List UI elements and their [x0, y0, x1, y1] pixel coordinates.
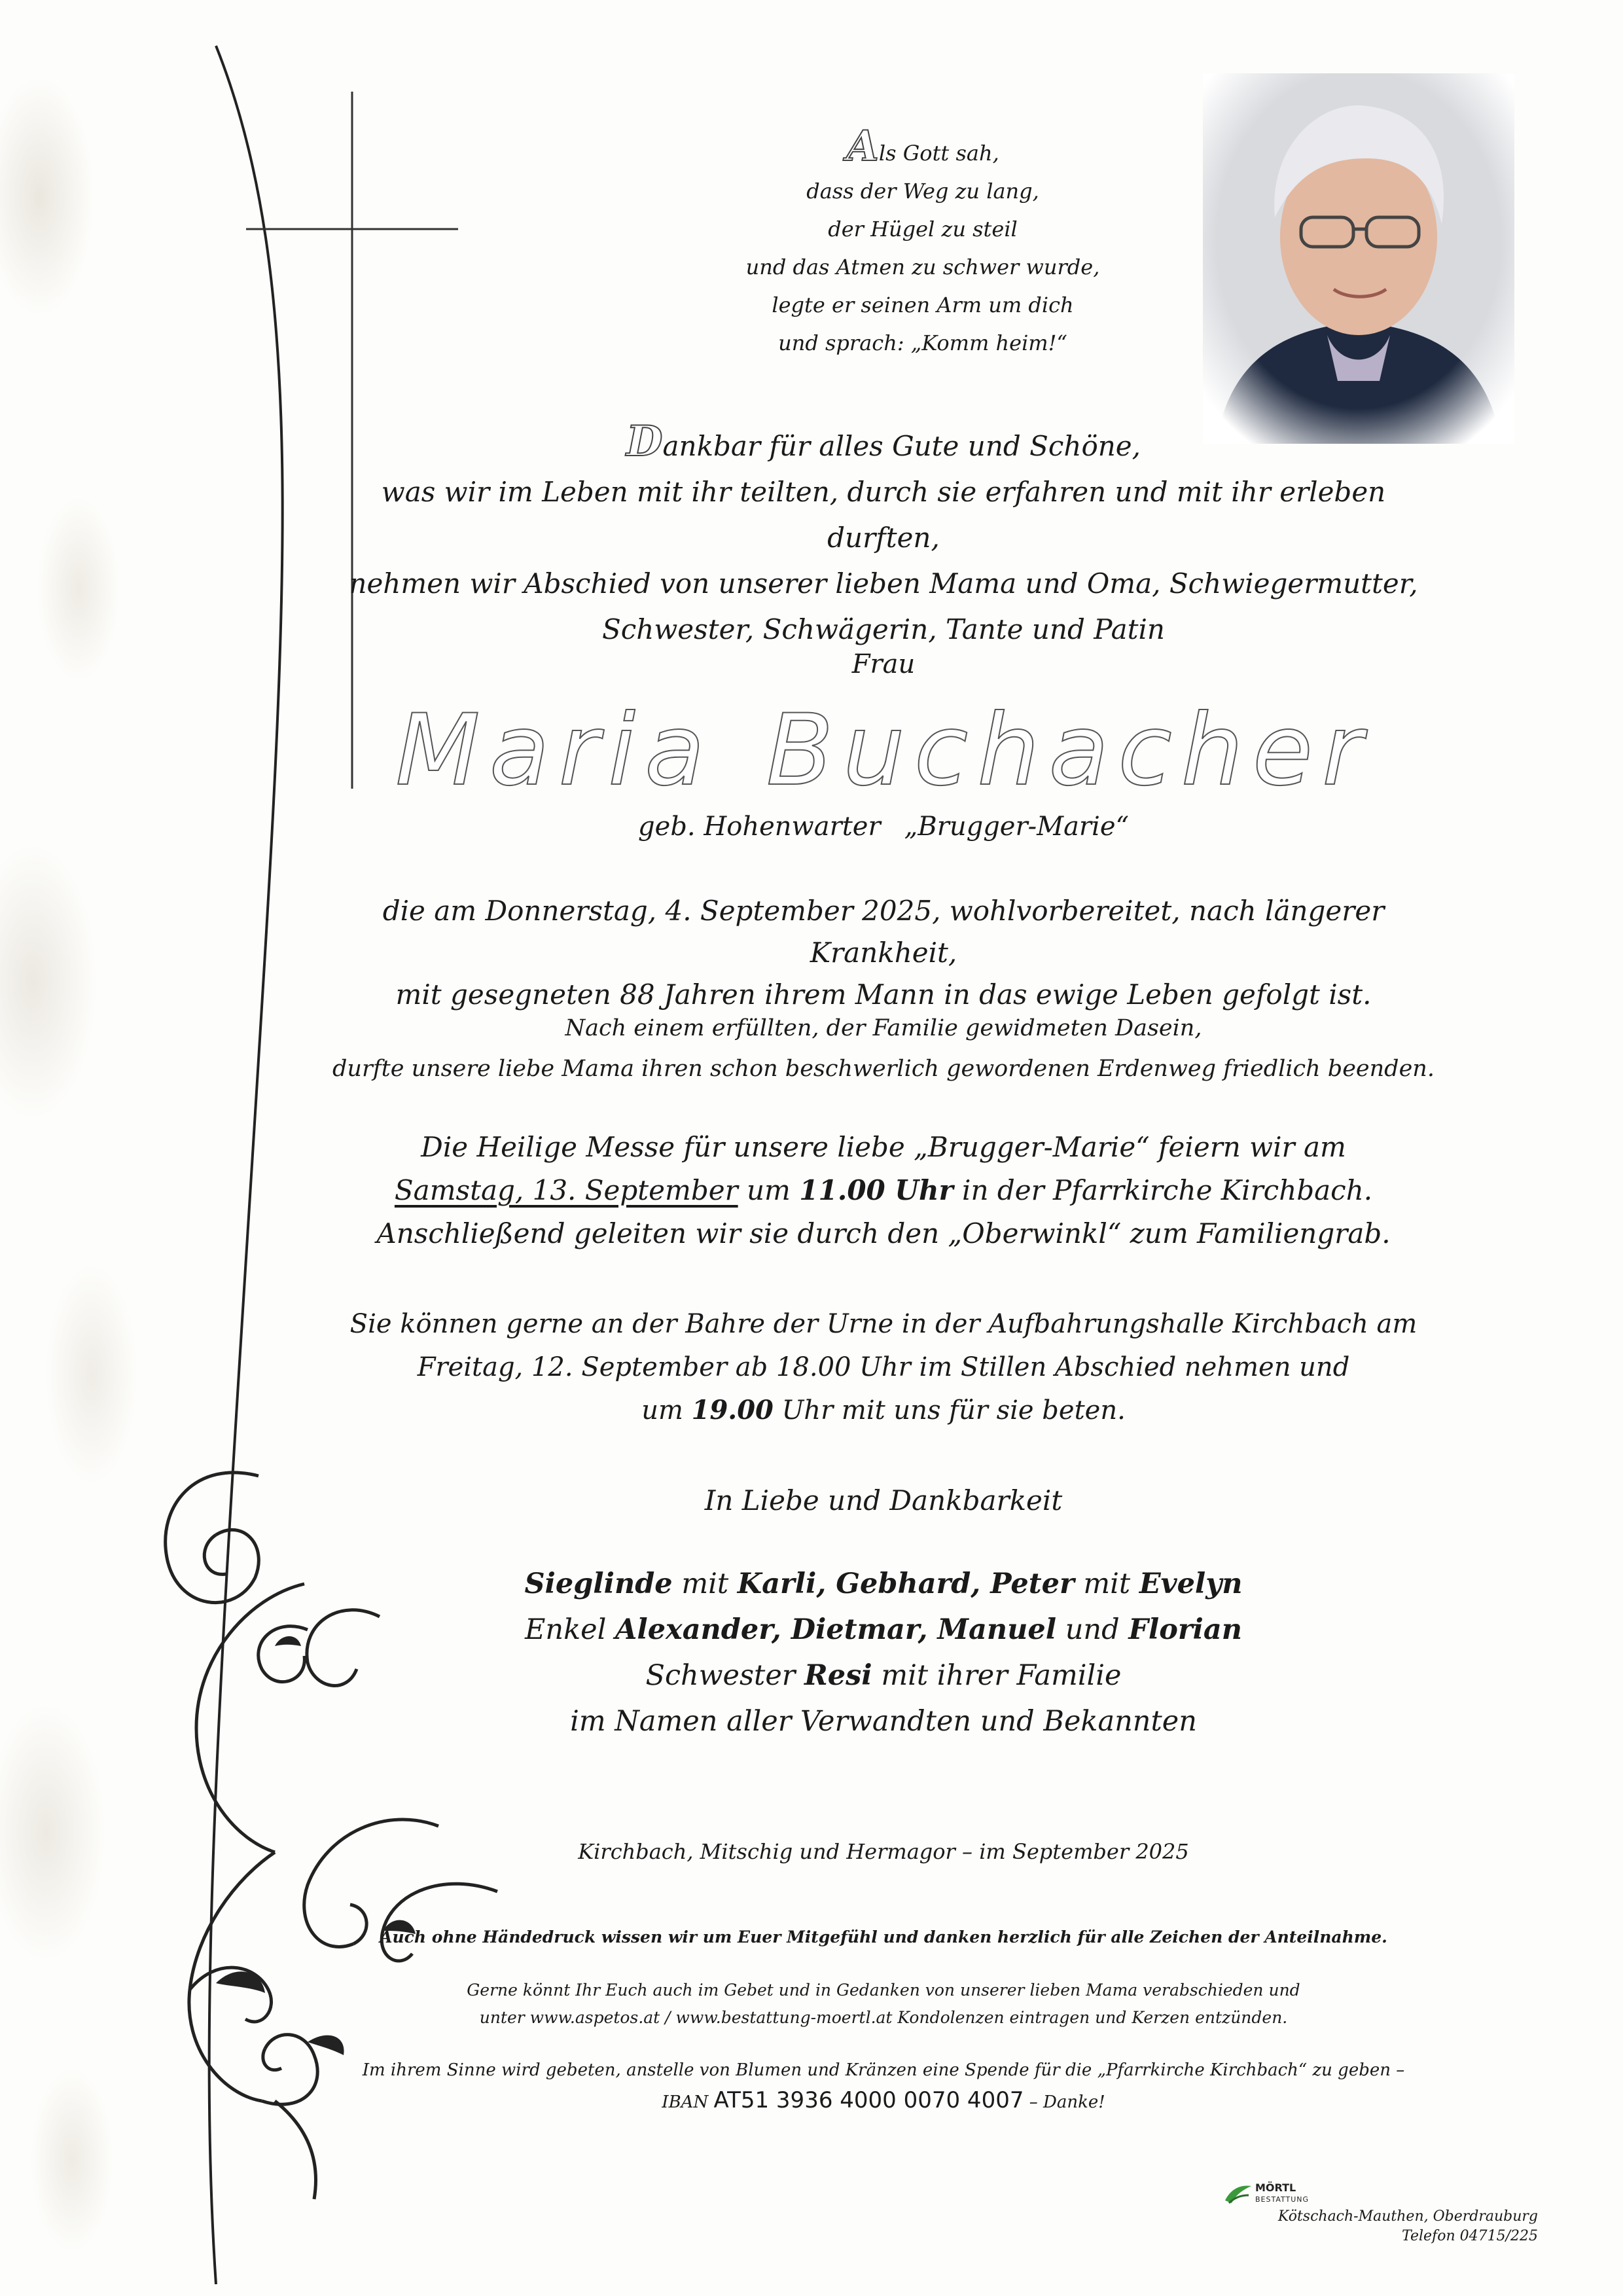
portrait-photo [1203, 73, 1514, 444]
deceased-name [327, 694, 1440, 808]
viewing-line-3 [327, 1389, 1440, 1432]
undertaker-contact [1224, 2207, 1538, 2246]
intro-initial: D [626, 417, 663, 466]
iban-line [327, 2085, 1440, 2117]
mass-line-1: Die Heilige Messe für unsere liebe „Brugger-Marie“ feiern wir am [421, 1131, 1346, 1163]
mass-um: um [747, 1174, 791, 1206]
poem-line: dass der Weg zu lang, [806, 179, 1039, 204]
donation-line: Im ihrem Sinne wird gebeten, anstelle von Blumen und Kränzen eine Spende für die „Pfarrkirche Kirchbach“ zu geben – [362, 2060, 1405, 2080]
poem-line: legte er seinen Arm um dich [772, 293, 1074, 317]
curved-line [209, 46, 283, 2284]
family-list [327, 1561, 1440, 1744]
poem-line: und das Atmen zu schwer wurde, [745, 255, 1100, 279]
place-date: Kirchbach, Mitschig und Hermagor – im September 2025 [578, 1839, 1189, 1864]
life-line: Nach einem erfüllten, der Familie gewidmeten Dasein, [565, 1015, 1202, 1041]
family-connector: mit [681, 1568, 729, 1600]
poem-line-1-text: ls Gott sah, [878, 141, 999, 166]
first-name: Maria [395, 694, 714, 808]
death-line: die am Donnerstag, 4. September 2025, wohlvorbereitet, nach längerer Krankheit, [382, 895, 1385, 969]
poem-initial: A [846, 122, 879, 171]
family-name: Evelyn [1139, 1568, 1243, 1600]
viewing-rest: Uhr mit uns für sie beten. [781, 1395, 1126, 1426]
salutation: Frau [851, 649, 916, 679]
life-text [327, 1008, 1440, 1089]
family-connector: Enkel [524, 1613, 607, 1646]
family-line-2 [327, 1607, 1440, 1653]
intro-line-1-text: ankbar für alles Gute und Schöne, [662, 430, 1141, 462]
mass-date: Samstag, 13. September [394, 1174, 738, 1206]
undertaker-address: Kötschach-Mauthen, Oberdrauburg [1277, 2208, 1538, 2225]
undertaker-phone: Telefon 04715/225 [1402, 2228, 1538, 2244]
maiden-name-line [327, 812, 1440, 842]
undertaker-logo-sub: BESTATTUNG [1255, 2195, 1310, 2204]
family-connector: und [1065, 1613, 1120, 1646]
iban-number: AT51 3936 4000 0070 4007 [713, 2087, 1024, 2113]
intro-line: was wir im Leben mit ihr teilten, durch sie erfahren und mit ihr erleben durften, [381, 476, 1386, 554]
family-name: Florian [1128, 1613, 1242, 1646]
family-name: Resi [804, 1659, 872, 1692]
mass-line-3: Anschließend geleiten wir sie durch den „Oberwinkl“ zum Familiengrab. [376, 1217, 1391, 1249]
family-line-1 [327, 1561, 1440, 1607]
viewing-time: 19.00 [691, 1395, 774, 1426]
closing-line: In Liebe und Dankbarkeit [704, 1484, 1063, 1516]
viewing-line-1: Sie können gerne an der Bahre der Urne in der Aufbahrungshalle Kirchbach am [349, 1309, 1418, 1339]
family-line-3 [327, 1653, 1440, 1698]
viewing-line-2: Freitag, 12. September ab 18.00 Uhr im Stillen Abschied nehmen und [417, 1352, 1350, 1382]
nickname: „Brugger-Marie“ [904, 812, 1129, 842]
intro-text [327, 419, 1440, 653]
mass-info [327, 1126, 1440, 1255]
undertaker-logo-icon [1222, 2181, 1254, 2207]
poem-line-1 [694, 122, 1152, 172]
donation-thanks: – Danke! [1029, 2092, 1105, 2112]
family-connector: Schwester [645, 1659, 796, 1692]
family-line-4: im Namen aller Verwandten und Bekannten [570, 1705, 1197, 1738]
undertaker-logo-name: MÖRTL [1255, 2181, 1296, 2194]
mass-line-2 [327, 1169, 1440, 1212]
intro-line: Schwester, Schwägerin, Tante und Patin [602, 613, 1165, 645]
mass-place: in der Pfarrkirche Kirchbach. [962, 1174, 1373, 1206]
poem-line: der Hügel zu steil [828, 217, 1018, 242]
family-connector: mit ihrer Familie [881, 1659, 1122, 1692]
family-name: Karli, Gebhard, Peter [737, 1568, 1075, 1600]
intro-line: nehmen wir Abschied von unserer lieben Mama und Oma, Schwiegermutter, [349, 567, 1418, 600]
family-name: Sieglinde [524, 1568, 673, 1600]
online-line: Gerne könnt Ihr Euch auch im Gebet und in Gedanken von unserer lieben Mama verabschieden und [467, 1981, 1300, 2000]
mass-time: 11.00 Uhr [799, 1174, 954, 1206]
death-notice [327, 890, 1440, 1016]
life-line: durfte unsere liebe Mama ihren schon beschwerlich gewordenen Erdenweg friedlich beenden. [332, 1056, 1435, 1082]
poem [694, 122, 1152, 362]
last-name: Buchacher [766, 694, 1372, 808]
online-condolence-note [327, 1977, 1440, 2032]
iban-label: IBAN [662, 2092, 709, 2112]
death-line: mit gesegneten 88 Jahren ihrem Mann in das ewige Leben gefolgt ist. [395, 978, 1372, 1011]
family-connector: mit [1083, 1568, 1131, 1600]
online-line: unter www.aspetos.at / www.bestattung-moertl.at Kondolenzen eintragen und Kerzen entzünden. [479, 2008, 1288, 2027]
maiden-name: geb. Hohenwarter [638, 812, 881, 842]
family-name: Alexander, Dietmar, Manuel [615, 1613, 1057, 1646]
viewing-um: um [641, 1395, 683, 1426]
sympathy-note: Auch ohne Händedruck wissen wir um Euer Mitgefühl und danken herzlich für alle Zeichen der Anteilnahme. [380, 1928, 1387, 1946]
undertaker-logo [1255, 2183, 1309, 2205]
viewing-info [327, 1302, 1440, 1432]
poem-line: und sprach: „Komm heim!“ [778, 331, 1067, 355]
portrait-illustration [1203, 73, 1514, 444]
donation-note [327, 2055, 1440, 2117]
intro-line-1 [327, 419, 1440, 469]
